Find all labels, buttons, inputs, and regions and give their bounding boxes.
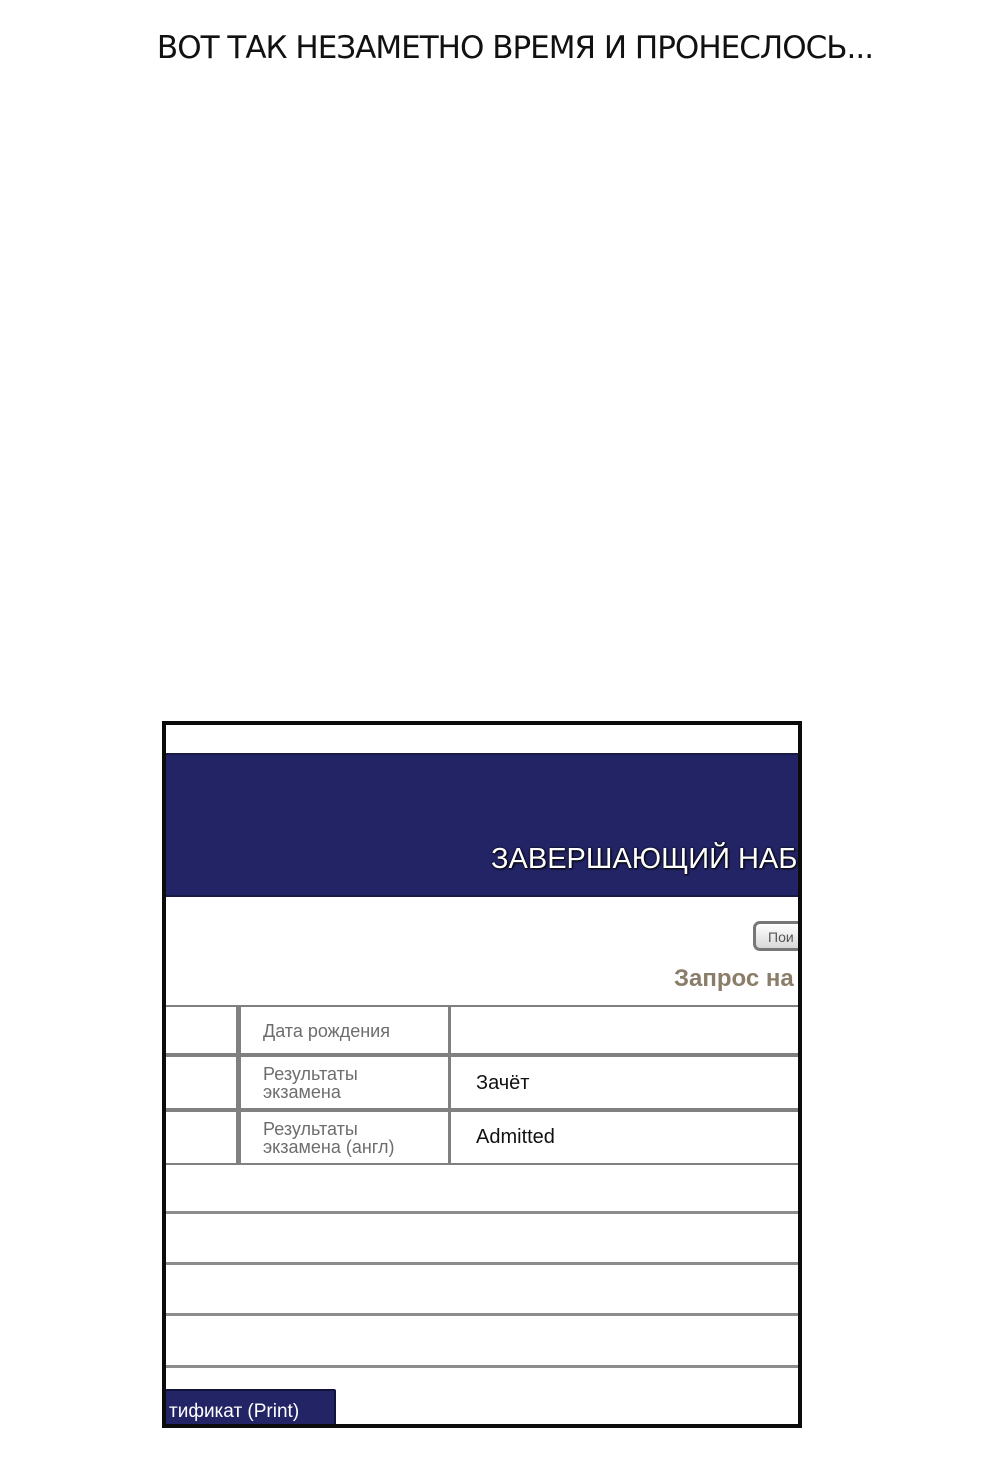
empty-table-row: [166, 1319, 798, 1368]
search-button[interactable]: Пои: [753, 921, 802, 951]
table-cell-value: [448, 1005, 802, 1055]
row-label: Результаты экзамена: [263, 1064, 358, 1102]
table-cell-value: [448, 1055, 802, 1110]
row-value: Зачёт: [476, 1072, 530, 1094]
table-row: [166, 1005, 798, 1055]
table-cell-blank: [163, 1110, 238, 1165]
table-cell-label: [238, 1110, 450, 1165]
empty-table-row: [166, 1267, 798, 1316]
empty-table-row: [166, 1165, 798, 1214]
table-cell-label: [238, 1055, 450, 1110]
screen-panel: [162, 721, 802, 1428]
table-cell-value: [448, 1110, 802, 1165]
request-title: Запрос на: [674, 965, 794, 992]
print-certificate-button[interactable]: тификат (Print): [162, 1389, 336, 1428]
table-row: [166, 1055, 798, 1110]
row-value: Admitted: [476, 1126, 555, 1148]
comic-caption: ВОТ ТАК НЕЗАМЕТНО ВРЕМЯ И ПРОНЕСЛОСЬ...: [156, 30, 874, 66]
table-cell-label: [238, 1005, 450, 1055]
table-row: [166, 1110, 798, 1165]
row-label: Результаты экзамена (англ): [263, 1119, 395, 1157]
row-label: Дата рождения: [263, 1021, 390, 1041]
table-cell-blank: [163, 1055, 238, 1110]
page-title: ЗАВЕРШАЮЩИЙ НАБ: [491, 843, 798, 875]
empty-table-row: [166, 1216, 798, 1265]
table-cell-blank: [163, 1005, 238, 1055]
